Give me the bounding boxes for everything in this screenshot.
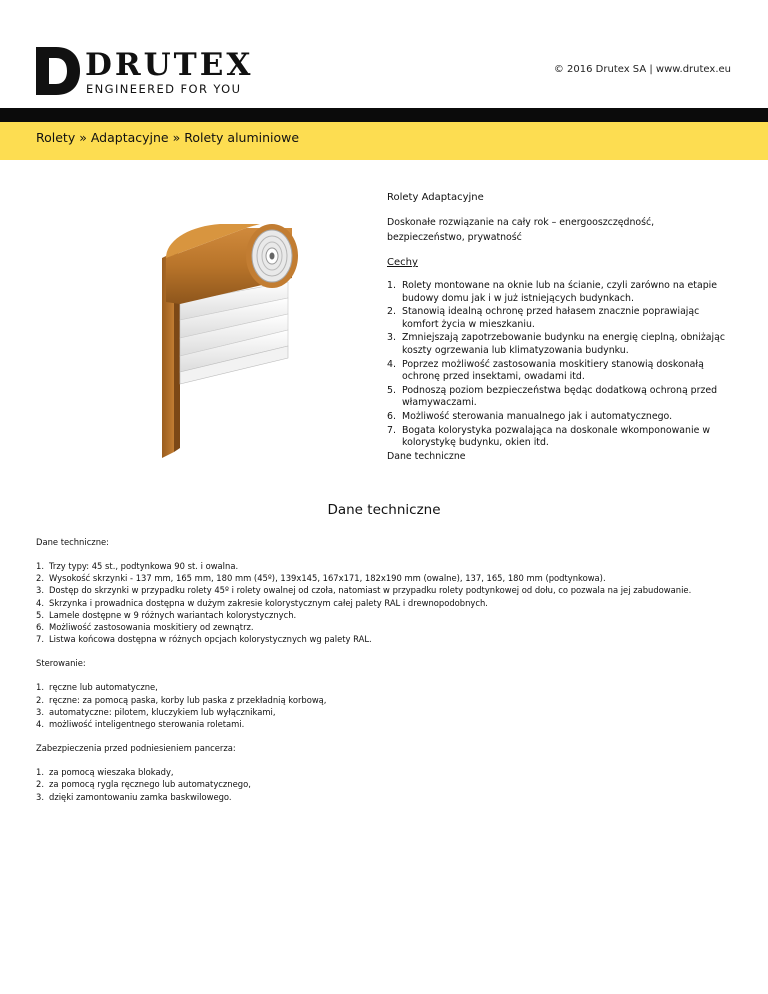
features-heading: Cechy [387,257,418,268]
tech-details [36,536,736,815]
logo-wordmark: DRUTEX [85,47,254,83]
list-item: 4. Skrzynka i prowadnica dostępna w dużym zakresie kolorystycznym całej palety RAL i drewnopodobnych. [36,597,488,608]
security-label: Zabezpieczenia przed podniesieniem pancerza: [36,743,236,754]
roller-shutter-image [160,218,310,458]
list-item: 6. Możliwość sterowania manualnego jak i automatycznego. [387,410,673,422]
list-item: 1. ręczne lub automatyczne, [36,682,158,693]
list-item: 4. możliwość inteligentnego sterowania roletami. [36,719,245,730]
list-item: 2. Stanowią idealną ochronę przed hałasem znacznie poprawiając komfort życia w mieszkaniu. [387,306,700,330]
header-divider-bar [0,108,768,122]
copyright-text: © 2016 Drutex SA | www.drutex.eu [553,64,731,75]
control-label: Sterowanie: [36,658,86,669]
page-header [0,0,768,108]
features-list [387,280,732,450]
intro-title: Rolety Adaptacyjne [387,192,484,203]
list-item: 3. dzięki zamontowaniu zamka baskwilowego. [36,791,232,802]
list-item: 7. Bogata kolorystyka pozwalająca na doskonale wkomponowanie w kolorystykę budynku, okien itd. [387,424,711,449]
drutex-logo-icon [36,47,80,95]
list-item: 1. Trzy typy: 45 st., podtynkowa 90 st. i owalna. [36,561,239,571]
list-item: 2. ręczne: za pomocą paska, korby lub paska z przekładnią korbową, [36,694,327,705]
list-item: 5. Lamele dostępne w 9 różnych wariantach kolorystycznych. [36,609,297,620]
logo-tagline: ENGINEERED FOR YOU [86,82,242,96]
breadcrumb: Rolety » Adaptacyjne » Rolety aluminiowe [36,130,300,145]
list-item: 5. Podnoszą poziom bezpieczeństwa będąc dodatkową ochroną przed włamywaczami. [387,384,718,409]
intro-section [387,190,732,463]
list-item: 2. za pomocą rygla ręcznego lub automatycznego, [36,779,251,790]
list-item: 7. Listwa końcowa dostępna w różnych opcjach kolorystycznych wg palety RAL. [36,634,372,645]
list-item: 3. Zmniejszają zapotrzebowanie budynku na energię cieplną, obniżając koszty ogrzewania lub klimatyzowania budynku. [387,332,725,356]
list-item: 2. Wysokość skrzynki - 137 mm, 165 mm, 180 mm (45º), 139x145, 167x171, 182x190 mm (owalne), 137, 165, 180 mm (podtynkowa). [36,573,606,584]
list-item: 3. automatyczne: pilotem, kluczykiem lub wyłącznikami, [36,706,276,717]
list-item: 1. za pomocą wieszaka blokady, [36,767,174,778]
control-list [36,681,736,730]
intro-tail-text: Dane techniczne [387,450,466,462]
section-title: Dane techniczne [327,502,441,518]
tech-label: Dane techniczne: [36,537,109,547]
security-list [36,766,736,803]
intro-description: Doskonałe rozwiązanie na cały rok – energooszczędność, bezpieczeństwo, prywatność [387,217,655,243]
list-item: 6. Możliwość zastosowania moskitiery od zewnątrz. [36,622,254,633]
list-item: 1. Rolety montowane na oknie lub na ścianie, czyli zarówno na etapie budowy domu jak i w już istniejących budynkach. [387,280,718,304]
tech-list [36,560,736,645]
list-item: 4. Poprzez możliwość zastosowania moskitiery stanowią doskonałą ochronę przed insektami, owadami itd. [387,358,704,383]
list-item: 3. Dostęp do skrzynki w przypadku rolety 45º i rolety owalnej od czoła, natomiast w przypadku rolety podtynkowej od dołu, co pozwala na jej zabudowanie. [36,585,692,596]
